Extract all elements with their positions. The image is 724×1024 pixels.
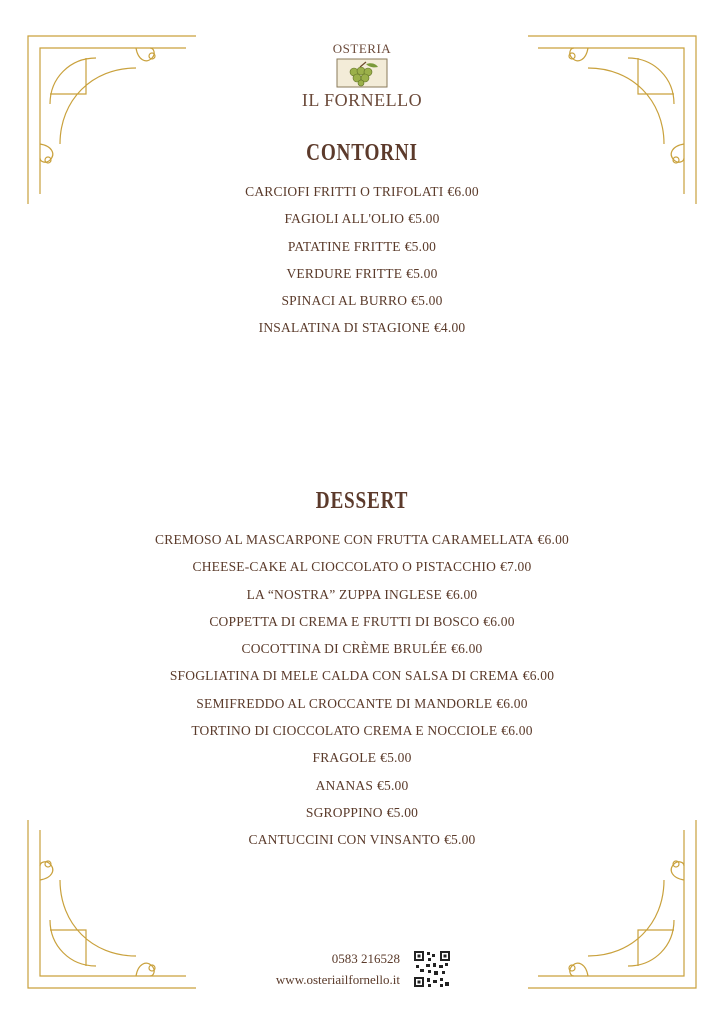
section-title-contorni: CONTORNI — [306, 140, 418, 166]
menu-item-price: €5.00 — [411, 293, 443, 309]
menu-item — [0, 205, 724, 232]
menu-item-name: SFOGLIATINA DI MELE CALDA CON SALSA DI CREMA — [169, 668, 519, 684]
menu-item — [0, 635, 724, 662]
menu-item-name: TORTINO DI CIOCCOLATO CREMA E NOCCIOLE — [191, 723, 498, 739]
menu-item-name: FRAGOLE — [312, 750, 377, 766]
dessert-list — [0, 526, 724, 854]
menu-item — [0, 744, 724, 771]
menu-item-price: €6.00 — [446, 586, 478, 602]
brand-top-text: OSTERIA — [332, 41, 392, 56]
menu-item — [0, 799, 724, 826]
footer-contact — [240, 948, 400, 990]
menu-item-price: €5.00 — [406, 265, 438, 281]
menu-item-price: €6.00 — [522, 668, 555, 684]
menu-item — [0, 717, 724, 744]
menu-item-name: CHEESE-CAKE AL CIOCCOLATO O PISTACCHIO — [192, 559, 497, 575]
menu-item — [0, 553, 724, 580]
menu-item-price: €5.00 — [380, 750, 412, 766]
menu-item-name: COCOTTINA DI CRÈME BRULÉE — [241, 641, 448, 657]
brand-bottom-text: IL FORNELLO — [301, 90, 423, 110]
menu-item — [0, 772, 724, 799]
menu-item — [0, 581, 724, 608]
menu-item-name: SPINACI AL BURRO — [281, 293, 408, 309]
menu-item-name: FAGIOLI ALL'OLIO — [284, 211, 405, 227]
menu-item-name: LA “NOSTRA” ZUPPA INGLESE — [246, 586, 442, 602]
menu-item — [0, 690, 724, 717]
menu-item — [0, 233, 724, 260]
contorni-list — [0, 178, 724, 342]
menu-item-price: €6.00 — [537, 532, 569, 547]
menu-item-name: CREMOSO AL MASCARPONE CON FRUTTA CARAMELLATA — [155, 532, 534, 547]
menu-item-name: CANTUCCINI CON VINSANTO — [248, 832, 441, 848]
menu-item — [0, 287, 724, 314]
menu-item-price: €6.00 — [496, 695, 528, 711]
menu-item — [0, 526, 724, 553]
menu-item — [0, 260, 724, 287]
menu-item-name: CARCIOFI FRITTI O TRIFOLATI — [245, 184, 444, 199]
phone-number: 0583 216528 — [331, 951, 400, 966]
menu-item-price: €6.00 — [501, 723, 533, 739]
menu-item-price: €5.00 — [377, 777, 409, 793]
menu-item-price: €6.00 — [447, 184, 479, 199]
menu-item-name: VERDURE FRITTE — [286, 265, 403, 281]
menu-item-name: SGROPPINO — [305, 804, 383, 820]
menu-item-name: ANANAS — [315, 777, 374, 793]
menu-item-name: INSALATINA DI STAGIONE — [258, 320, 430, 336]
menu-item-price: €6.00 — [451, 641, 483, 657]
menu-item-name: PATATINE FRITTE — [287, 238, 401, 254]
menu-item-name: SEMIFREDDO AL CROCCANTE DI MANDORLE — [196, 695, 493, 711]
menu-item-price: €5.00 — [408, 211, 440, 227]
menu-item — [0, 314, 724, 341]
menu-item-price: €7.00 — [500, 559, 532, 575]
menu-item-price: €5.00 — [386, 804, 419, 820]
menu-item-price: €6.00 — [483, 613, 515, 629]
qr-code-icon — [414, 951, 450, 987]
menu-item — [0, 178, 724, 205]
menu-item-name: COPPETTA DI CREMA E FRUTTI DI BOSCO — [209, 613, 480, 629]
section-title-dessert: DESSERT — [315, 488, 409, 514]
menu-item — [0, 826, 724, 853]
menu-item — [0, 608, 724, 635]
restaurant-logo — [300, 42, 424, 110]
menu-item-price: €4.00 — [433, 320, 466, 336]
menu-item — [0, 662, 724, 689]
grapes-icon — [336, 58, 388, 88]
menu-item-price: €5.00 — [404, 238, 437, 254]
menu-item-price: €5.00 — [444, 832, 476, 848]
website-link[interactable]: www.osteriailfornello.it — [275, 972, 400, 987]
